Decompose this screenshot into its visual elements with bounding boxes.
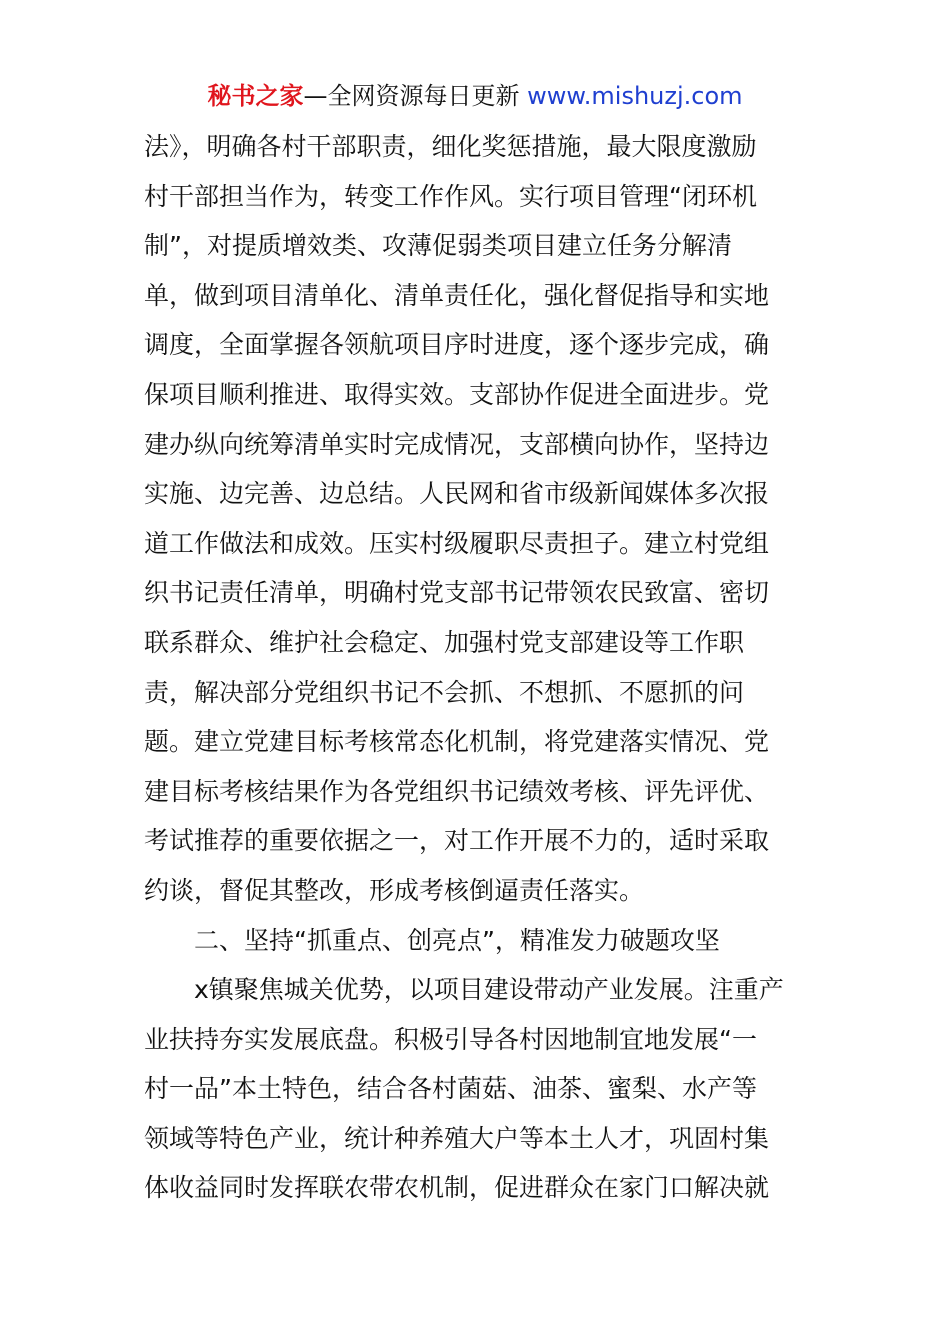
text-line: 保项目顺利推进、取得实效。支部协作促进全面进步。党 — [144, 379, 770, 409]
text-line: 织书记责任清单，明确村党支部书记带领农民致富、密切 — [144, 578, 770, 608]
text-line: 建办纵向统筹清单实时完成情况，支部横向协作，坚持边 — [144, 429, 770, 459]
text-line: 责，解决部分党组织书记不会抓、不想抓、不愿抓的问 — [144, 677, 745, 707]
text-line: 道工作做法和成效。压实村级履职尽责担子。建立村党组 — [144, 528, 770, 558]
text-line: 题。建立党建目标考核常态化机制，将党建落实情况、党 — [144, 727, 770, 757]
text-line: 制”，对提质增效类、攻薄促弱类项目建立任务分解清 — [144, 231, 732, 261]
text-line: 实施、边完善、边总结。人民网和省市级新闻媒体多次报 — [144, 479, 770, 509]
text-line: 建目标考核结果作为各党组织书记绩效考核、评先评优、 — [144, 776, 770, 806]
text-line: 考试推荐的重要依据之一，对工作开展不力的，适时采取 — [144, 826, 770, 856]
text-line: 法》，明确各村干部职责，细化奖惩措施，最大限度激励 — [144, 132, 757, 161]
section-heading: 二、坚持“抓重点、创亮点”，精准发力破题攻坚 — [194, 925, 720, 955]
text-line: x镇聚焦城关优势，以项目建设带动产业发展。注重产 — [194, 975, 784, 1005]
site-brand: 秘书之家 — [207, 82, 304, 110]
text-line: 联系群众、维护社会稳定、加强村党支部建设等工作职 — [144, 627, 745, 657]
text-line: 调度，全面掌握各领航项目序时进度，逐个逐步完成，确 — [144, 330, 770, 360]
site-header — [0, 80, 950, 112]
text-line: 村干部担当作为，转变工作作风。实行项目管理“闭环机 — [144, 181, 757, 211]
text-line: 村一品”本土特色，结合各村菌菇、油茶、蜜梨、水产等 — [144, 1074, 757, 1104]
text-line: 体收益同时发挥联农带农机制，促进群众在家门口解决就 — [144, 1173, 770, 1203]
site-tagline: —全网资源每日更新 — [303, 82, 520, 110]
text-line: 单，做到项目清单化、清单责任化，强化督促指导和实地 — [144, 280, 770, 310]
text-line: 业扶持夯实发展底盘。积极引导各村因地制宜地发展“一 — [144, 1024, 757, 1054]
text-line: 约谈，督促其整改，形成考核倒逼责任落实。 — [144, 875, 645, 905]
site-url-link[interactable]: www.mishuzj.com — [527, 82, 743, 110]
text-line: 领域等特色产业，统计种养殖大户等本土人才，巩固村集 — [144, 1123, 770, 1153]
document-body — [144, 122, 844, 1213]
